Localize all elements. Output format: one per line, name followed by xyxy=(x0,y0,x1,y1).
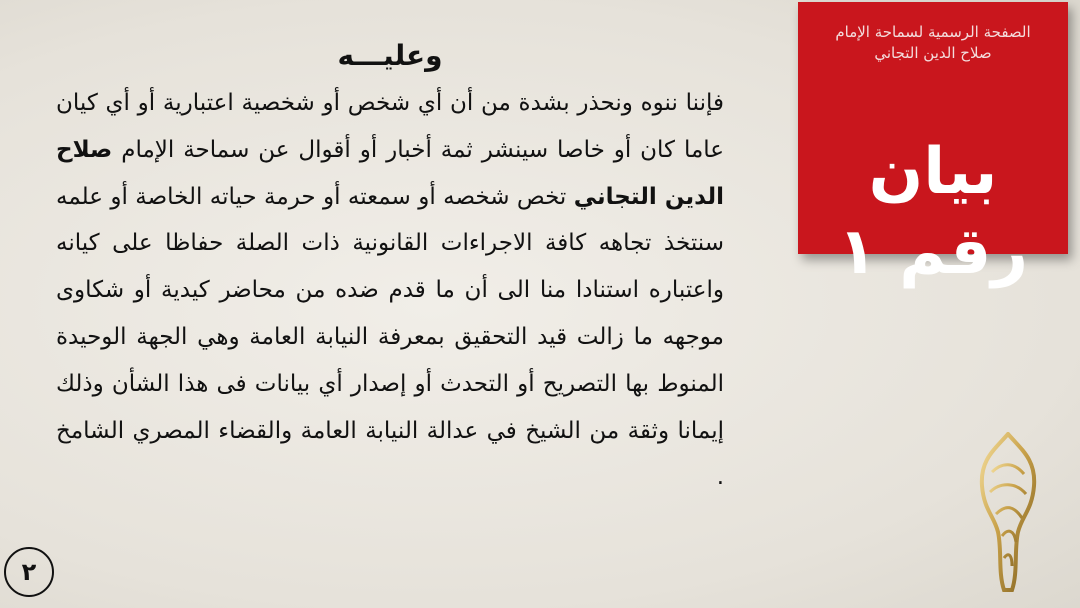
official-page-subtitle xyxy=(798,22,1068,64)
subtitle-line-2: صلاح الدين التجاني xyxy=(874,44,992,62)
section-heading: وعليـــه xyxy=(337,39,443,72)
imam-name: صلاح الدين التجاني xyxy=(56,136,724,210)
body-text-part-1: فإننا ننوه ونحذر بشدة من أن أي شخص أو شخصية اعتبارية أو أي كيان عاما كان أو خاصا سينشر ثمة أخبار أو أقوال عن سماحة الإمام xyxy=(56,90,724,163)
statement-body xyxy=(56,80,724,596)
subtitle-line-1: الصفحة الرسمية لسماحة الإمام xyxy=(835,23,1031,41)
calligraphy-emblem-icon xyxy=(978,432,1038,592)
body-text-part-2: تخص شخصه أو سمعته أو حرمة حياته الخاصة أو علمه سنتخذ تجاهه كافة الاجراءات القانونية ذات الصلة حفاظا على كيانه واعتباره استنادا منا الى أن ما قدم ضده من محاضر كيدية أو شكاوى موجهه ما زالت قيد التحقيق بمعرفة النيابة العامة وهي الجهة الوحيدة المنوط بها التصريح أو التحدث أو إصدار أي بيانات فى هذا الشأن وذلك إيمانا وثقة من الشيخ في عدالة النيابة العامة والقضاء المصري الشامخ . xyxy=(56,183,724,491)
statement-title-card xyxy=(798,2,1068,289)
page-number: ٢ xyxy=(4,547,54,597)
statement-number-title: بيان رقم ١ xyxy=(837,135,1029,289)
